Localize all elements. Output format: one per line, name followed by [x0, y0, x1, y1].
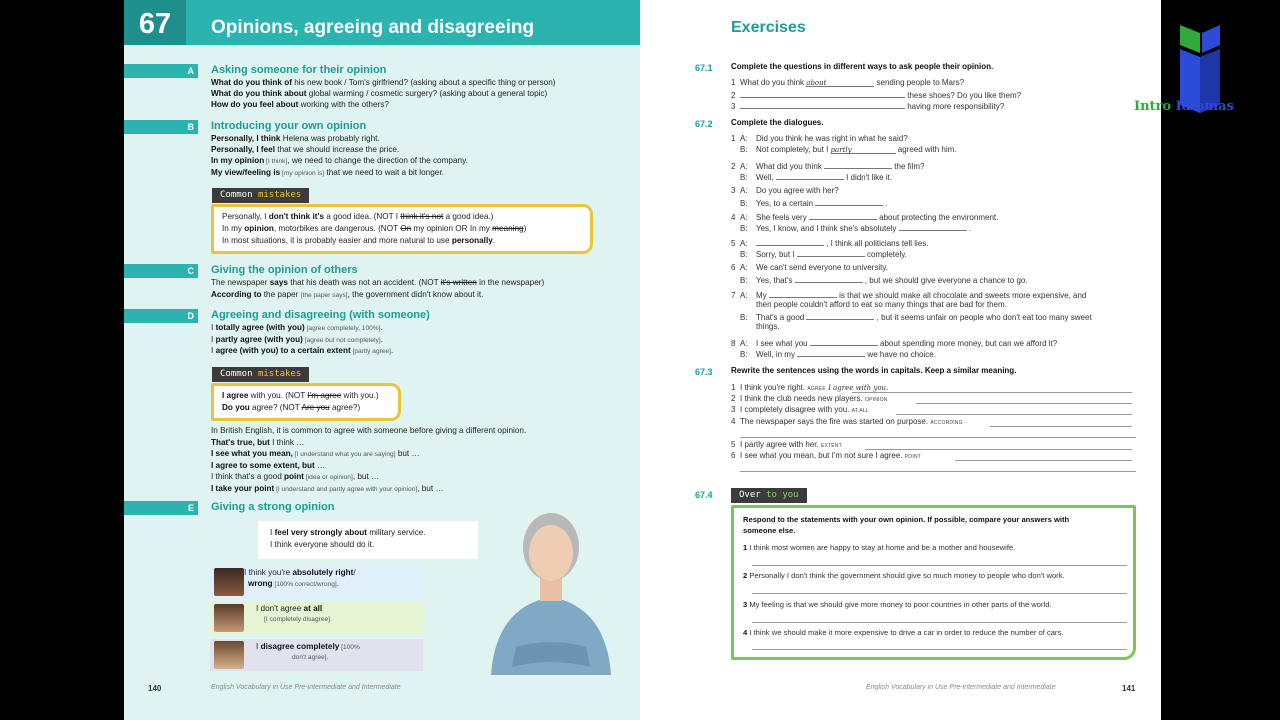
- right-page-number: 141: [1122, 684, 1136, 693]
- over-to-you-box: [731, 505, 1136, 660]
- section-d-line-1: I totally agree (with you) [agree completely, 100%].: [211, 323, 383, 332]
- british-line-4: I think that's a good point [idea or opinion], but …: [211, 472, 380, 481]
- dialogue-5-b: B: Sorry, but I completely.: [740, 250, 907, 259]
- section-b-bar: B: [124, 120, 198, 134]
- dialogue-8-b: B: Well, in my we have no choice.: [740, 350, 936, 359]
- section-c-line-2: According to the paper [the paper says], the government didn't know about it.: [211, 290, 484, 299]
- dialogue-2-a: 2 A: What did you think the film?: [731, 162, 925, 171]
- rewrite-item-4: 4 The newspaper says the fire was started on purpose. ACCORDING: [731, 417, 963, 426]
- answer-line[interactable]: [896, 414, 1132, 415]
- exercise-67-1-item-2: 2 these shoes? Do you like them?: [731, 91, 1022, 100]
- person-photo-2: [214, 604, 244, 632]
- british-line-2: I see what you mean, [I understand what you are saying] but …: [211, 449, 420, 458]
- dialogue-6-a: 6 A: We can't send everyone to university.: [731, 263, 888, 272]
- section-c-title: Giving the opinion of others: [211, 264, 358, 276]
- left-page: [124, 0, 640, 720]
- dialogue-5-a: 5 A: , I think all politicians tell lies.: [731, 239, 929, 248]
- answer-blank[interactable]: [756, 237, 824, 246]
- mistake-2-line-2: Do you agree? (NOT Are you agree?): [222, 403, 361, 412]
- answer-line[interactable]: [752, 622, 1127, 623]
- left-footer-title: English Vocabulary in Use Pre-intermediate and Intermediate: [211, 684, 401, 691]
- over-to-you-label: Over to you: [731, 488, 807, 503]
- dialogue-4-b: B: Yes, I know, and I think she's absolutely .: [740, 224, 972, 233]
- common-mistakes-label-2: Common mistakes: [212, 367, 309, 382]
- section-a-line-1: What do you think of his new book / Tom's girlfriend? (asking about a specific thing or person): [211, 78, 556, 87]
- bubble-line-1: I feel very strongly about military service.: [270, 528, 426, 537]
- speech-bubble: [258, 521, 478, 559]
- strong-row-2-line-2: [I completely disagree].: [264, 616, 332, 623]
- answer-blank[interactable]: [776, 171, 844, 180]
- dialogue-7-a-cont: then people couldn't afford to eat so many things that are bad for them.: [756, 300, 1007, 309]
- strong-row-3-line-2: don't agree].: [292, 654, 329, 661]
- answer-blank[interactable]: [815, 197, 883, 206]
- british-line-1: That's true, but I think …: [211, 438, 305, 447]
- dialogue-3-b: B: Yes, to a certain .: [740, 199, 888, 208]
- unit-header: [124, 0, 640, 45]
- section-e-bar: E: [124, 501, 198, 515]
- rewrite-item-3: 3 I completely disagree with you. AT ALL: [731, 405, 869, 414]
- british-intro: In British English, it is common to agree with someone before giving a different opinion.: [211, 426, 527, 435]
- mistake-1-line-3: In most situations, it is probably easier and more natural to use personally.: [222, 236, 496, 245]
- section-e-title: Giving a strong opinion: [211, 501, 335, 513]
- rewrite-item-6: 6 I see what you mean, but I'm not sure I agree. POINT: [731, 451, 922, 460]
- strong-row-2-line-1: I don't agree at all: [256, 604, 323, 613]
- answer-blank[interactable]: about: [806, 78, 874, 87]
- dialogue-7-a: 7 A: My is that we should make all chocolate and sweets more expensive, and: [731, 291, 1087, 300]
- answer-blank[interactable]: [824, 160, 892, 169]
- common-mistakes-label-1: Common mistakes: [212, 188, 309, 203]
- unit-number: 67: [124, 0, 186, 45]
- person-photo-3: [214, 641, 244, 669]
- section-a-bar: A: [124, 64, 198, 78]
- answer-line[interactable]: [955, 460, 1132, 461]
- unit-title: Opinions, agreeing and disagreeing: [211, 17, 535, 38]
- strong-row-1-line-2: wrong [100% correct/wrong].: [248, 579, 339, 588]
- exercise-67-1-item-3: 3 having more responsibility?: [731, 102, 1005, 111]
- dialogue-3-a: 3 A: Do you agree with her?: [731, 186, 839, 195]
- opinion-statement-1: 1 I think most women are happy to stay at home and be a mother and housewife.: [743, 543, 1016, 552]
- common-mistakes-box-2: [211, 383, 401, 421]
- exercise-67-1-item-1: 1 What do you think about sending people to Mars?: [731, 78, 965, 87]
- section-b-title: Introducing your own opinion: [211, 120, 367, 132]
- answer-blank[interactable]: [899, 222, 967, 231]
- strong-row-3-line-1: I disagree completely [100%: [256, 642, 360, 651]
- rewrite-item-1: 1 I think you're right. AGREE I agree with you.: [731, 383, 889, 392]
- section-d-line-3: I agree (with you) to a certain extent [partly agree].: [211, 346, 394, 355]
- answer-blank[interactable]: [740, 89, 905, 98]
- answer-line[interactable]: [990, 426, 1132, 427]
- answer-line[interactable]: [852, 392, 1132, 393]
- section-d-title: Agreeing and disagreeing (with someone): [211, 309, 430, 321]
- answer-blank[interactable]: [795, 274, 863, 283]
- exercise-67-2-instruction: Complete the dialogues.: [731, 118, 824, 127]
- right-footer-title: English Vocabulary in Use Pre-intermediate and Intermediate: [866, 684, 1056, 691]
- exercise-67-1-instruction: Complete the questions in different ways to ask people their opinion.: [731, 62, 994, 71]
- exercise-67-1-number: 67.1: [695, 63, 713, 73]
- answer-line[interactable]: [752, 593, 1127, 594]
- opinion-statement-4: 4 I think we should make it more expensive to drive a car in order to reduce the number of cars.: [743, 628, 1064, 637]
- answer-blank[interactable]: [797, 348, 865, 357]
- over-to-you-instruction-1: Respond to the statements with your own opinion. If possible, compare your answers with: [743, 515, 1070, 524]
- exercise-67-3-number: 67.3: [695, 367, 713, 377]
- mistake-2-line-1: I agree with you. (NOT I'm agree with you.): [222, 391, 379, 400]
- answer-blank[interactable]: [740, 100, 905, 109]
- opinion-statement-2: 2 Personally I don't think the government should give so much money to people who don't work.: [743, 571, 1065, 580]
- right-page: [640, 0, 1161, 720]
- intro-idiomas-logo-text: Intro Idiomas: [1134, 99, 1234, 114]
- mistake-1-line-2: In my opinion, motorbikes are dangerous. (NOT On my opinion OR In my meaning): [222, 224, 527, 233]
- exercise-67-3-instruction: Rewrite the sentences using the words in capitals. Keep a similar meaning.: [731, 366, 1017, 375]
- bubble-line-2: I think everyone should do it.: [270, 540, 375, 549]
- answer-line[interactable]: [752, 565, 1127, 566]
- answer-blank[interactable]: partly: [831, 145, 896, 154]
- answer-line[interactable]: [865, 449, 1132, 450]
- exercise-67-2-number: 67.2: [695, 119, 713, 129]
- rewrite-item-2: 2 I think the club needs new players. OPINION: [731, 394, 888, 403]
- british-line-3: I agree to some extent, but …: [211, 461, 326, 470]
- exercises-title: Exercises: [731, 19, 806, 36]
- mistake-1-line-1: Personally, I don't think it's a good idea. (NOT I think it's not a good idea.): [222, 212, 494, 221]
- dialogue-1-b: B: Not completely, but I partly agreed with him.: [740, 145, 957, 154]
- british-line-5: I take your point [I understand and partly agree with your opinion], but …: [211, 484, 444, 493]
- strong-row-1-line-1: I think you're absolutely right/: [244, 568, 356, 577]
- section-c-bar: C: [124, 264, 198, 278]
- section-d-bar: D: [124, 309, 198, 323]
- section-b-line-4: My view/feeling is [my opinion is] that we need to wait a bit longer.: [211, 168, 444, 177]
- answer-blank[interactable]: [810, 337, 878, 346]
- section-c-line-1: The newspaper says that his death was not an accident. (NOT it's written in the newspaper): [211, 278, 545, 287]
- answer-blank[interactable]: [769, 289, 837, 298]
- section-a-line-2: What do you think about global warming / cosmetic surgery? (asking about a general topic): [211, 89, 548, 98]
- answer-blank[interactable]: [809, 211, 877, 220]
- person-photo-1: [214, 568, 244, 596]
- answer-blank[interactable]: [806, 311, 874, 320]
- dialogue-2-b: B: Well, I didn't like it.: [740, 173, 893, 182]
- opinion-statement-3: 3 My feeling is that we should give more money to poor countries in other parts of the world.: [743, 600, 1052, 609]
- answer-line[interactable]: [752, 649, 1127, 650]
- exercise-67-4-number: 67.4: [695, 490, 713, 500]
- over-to-you-instruction-2: someone else.: [743, 526, 796, 535]
- dialogue-7-b: B: That's a good , but it seems unfair on people who don't eat too many sweet: [740, 313, 1092, 322]
- section-b-line-3: In my opinion [I think], we need to change the direction of the company.: [211, 156, 468, 165]
- section-b-line-1: Personally, I think Helena was probably right.: [211, 134, 380, 143]
- dialogue-8-a: 8 A: I see what you about spending more money, but can we afford it?: [731, 339, 1058, 348]
- answer-line[interactable]: [740, 437, 1136, 438]
- left-page-number: 140: [148, 684, 162, 693]
- section-a-line-3: How do you feel about working with the others?: [211, 100, 389, 109]
- dialogue-7-b-cont: things.: [756, 322, 780, 331]
- dialogue-6-b: B: Yes, that's , but we should give everyone a chance to go.: [740, 276, 1028, 285]
- dialogue-1-a: 1 A: Did you think he was right in what he said?: [731, 134, 908, 143]
- woman-photo: [486, 497, 616, 675]
- rewrite-item-5: 5 I partly agree with her. EXTENT: [731, 440, 842, 449]
- answer-line[interactable]: [916, 403, 1132, 404]
- answer-line[interactable]: [740, 471, 1136, 472]
- answer-blank[interactable]: [797, 248, 865, 257]
- section-a-title: Asking someone for their opinion: [211, 64, 387, 76]
- section-d-line-2: I partly agree (with you) [agree but not completely].: [211, 335, 383, 344]
- common-mistakes-box-1: [211, 204, 593, 254]
- section-b-line-2: Personally, I feel that we should increase the price.: [211, 145, 400, 154]
- dialogue-4-a: 4 A: She feels very about protecting the environment.: [731, 213, 999, 222]
